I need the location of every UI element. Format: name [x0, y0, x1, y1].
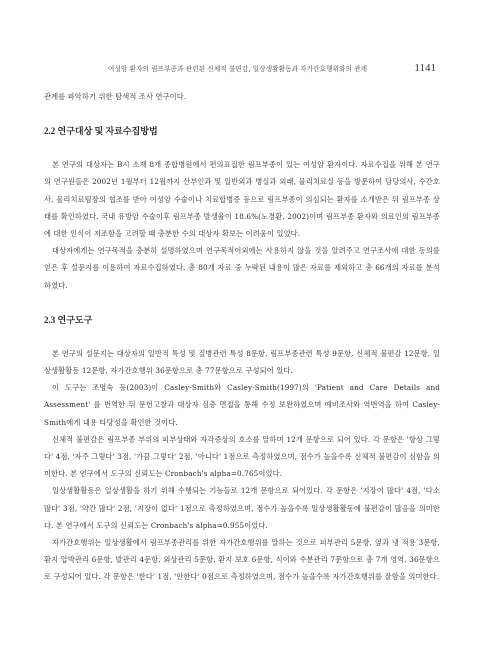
section-2-3-paragraph-5: 자가간호행위는 일상생활에서 림프부종관리를 위한 자가간호행위를 말하는 것으로 피부관리 5문항, 옆과 냉 적용 3문항, 환지 압박관리 6문항, 발관리 4문항, 외상관리 5문항, 환지 보호 6문항, 식이와 수분관리 7문항으로 총 7개 영역, 36문항으로 구성되어 있다. 각 문항은 '한다' 1점, '안한다' 0점으로 측정하였으며, 점수가 높을수록 자가간호행위를 잘함을 의미한다.	[44, 538, 440, 582]
section-heading-2-3: 2.3 연구도구	[44, 314, 93, 325]
section-2-3-paragraph-3: 신체적 불편감은 림프부종 부위의 피부상태와 자각증상의 호소를 말하며 12개 문항으로 되어 있다. 각 문항은 '항상 그렇다' 4점, '자주 그렇다' 3점, '가끔 그렇다' 2점, '아니다' 1점으로 측정하였으며, 점수가 높을수록 신체적 불편감이 심함을 의미한다. 본 연구에서 도구의 신뢰도는 Cronbach's alpha=0.765이었다.	[44, 434, 440, 479]
page-number: 1141	[414, 62, 436, 74]
section-2-3-paragraph-2: 이 도구는 조명숙 등(2003)이 Casley-Smith와 Casley-Smith(1997)의 'Patient and Care Details and Assessment' 를 번역한 뒤 문헌고찰과 대상자 심층 면접을 통해 수정 보완하였으며 예비조사와 역번역을 하여 Casley-Smith에게 내용 타당성을 확인한 것이다.	[44, 383, 440, 427]
section-heading-2-2: 2.2 연구대상 및 자료수집방법	[44, 126, 158, 137]
intro-paragraph: 관계를 파악하기 위한 탐색적 조사 연구이다.	[44, 92, 187, 101]
running-title: 여성암 환자의 림프부종과 관련된 신체적 불편감, 일상생활활동과 자가간호행위와의 관계	[108, 65, 368, 73]
section-2-2-paragraph-1: 본 연구의 대상자는 B시 소재 8개 종합병원에서 편의표집한 림프부종이 있는 여성암 환자이다. 자료수집을 위해 본 연구의 연구원들은 2002년 1월부터 12월까지 산부인과 및 일반외과 병실과 외래, 물리치료실 등을 방문하여 담당의사, 수간호사, 물리치료팀장의 협조를 받아 여성암 수술이나 치료합병증 등으로 림프부종이 의심되는 환자를 소개받은 뒤 림프부종 상태를 확인하였다. 국내 유방암 수술이후 림프부종 발생율이 18.6%(노경환, 2002)이며 림프부종 환자와 의료인의 림프부종에 대한 인식이 저조함을 고려할 때 충분한 수의 대상자 확보는 이려움이 있었다.	[44, 160, 440, 239]
section-2-3-paragraph-4: 일상생활활동은 일상생활을 하기 위해 수행되는 기능들로 12개 문항으로 되어있다. 각 문항은 '지장이 많다' 4점, '다소 많다' 3점, '약간 많다' 2점, '지장이 없다' 1점으로 측정하였으며, 점수가 높을수록 일상생활활동에 불편감이 많음을 의미한다. 본 연구에서 도구의 신뢰도는 Cronbach's alpha=0.955이었다.	[44, 486, 440, 530]
running-header	[108, 62, 436, 74]
section-2-2-paragraph-2: 대상자에게는 연구목적을 충분히 설명하였으며 연구목적이외에는 사용하지 않을 것을 알려주고 연구조사에 대한 동의를 얻은 후 설문지를 이용하여 자료수집하였다. 총 80개 자료 중 누락된 내용이 많은 자료를 제외하고 총 66개의 자료를 분석하였다.	[44, 246, 440, 290]
section-2-3-paragraph-1: 본 연구의 설문지는 대상자의 일반적 특성 및 질병관련 특성 8문항, 림프부종관련 특성 9문항, 신체적 불편감 12문항, 일상생활활동 12문항, 자가간호행위 36문항으로 총 77문항으로 구성되어 있다.	[44, 348, 440, 376]
page-body	[44, 88, 440, 586]
